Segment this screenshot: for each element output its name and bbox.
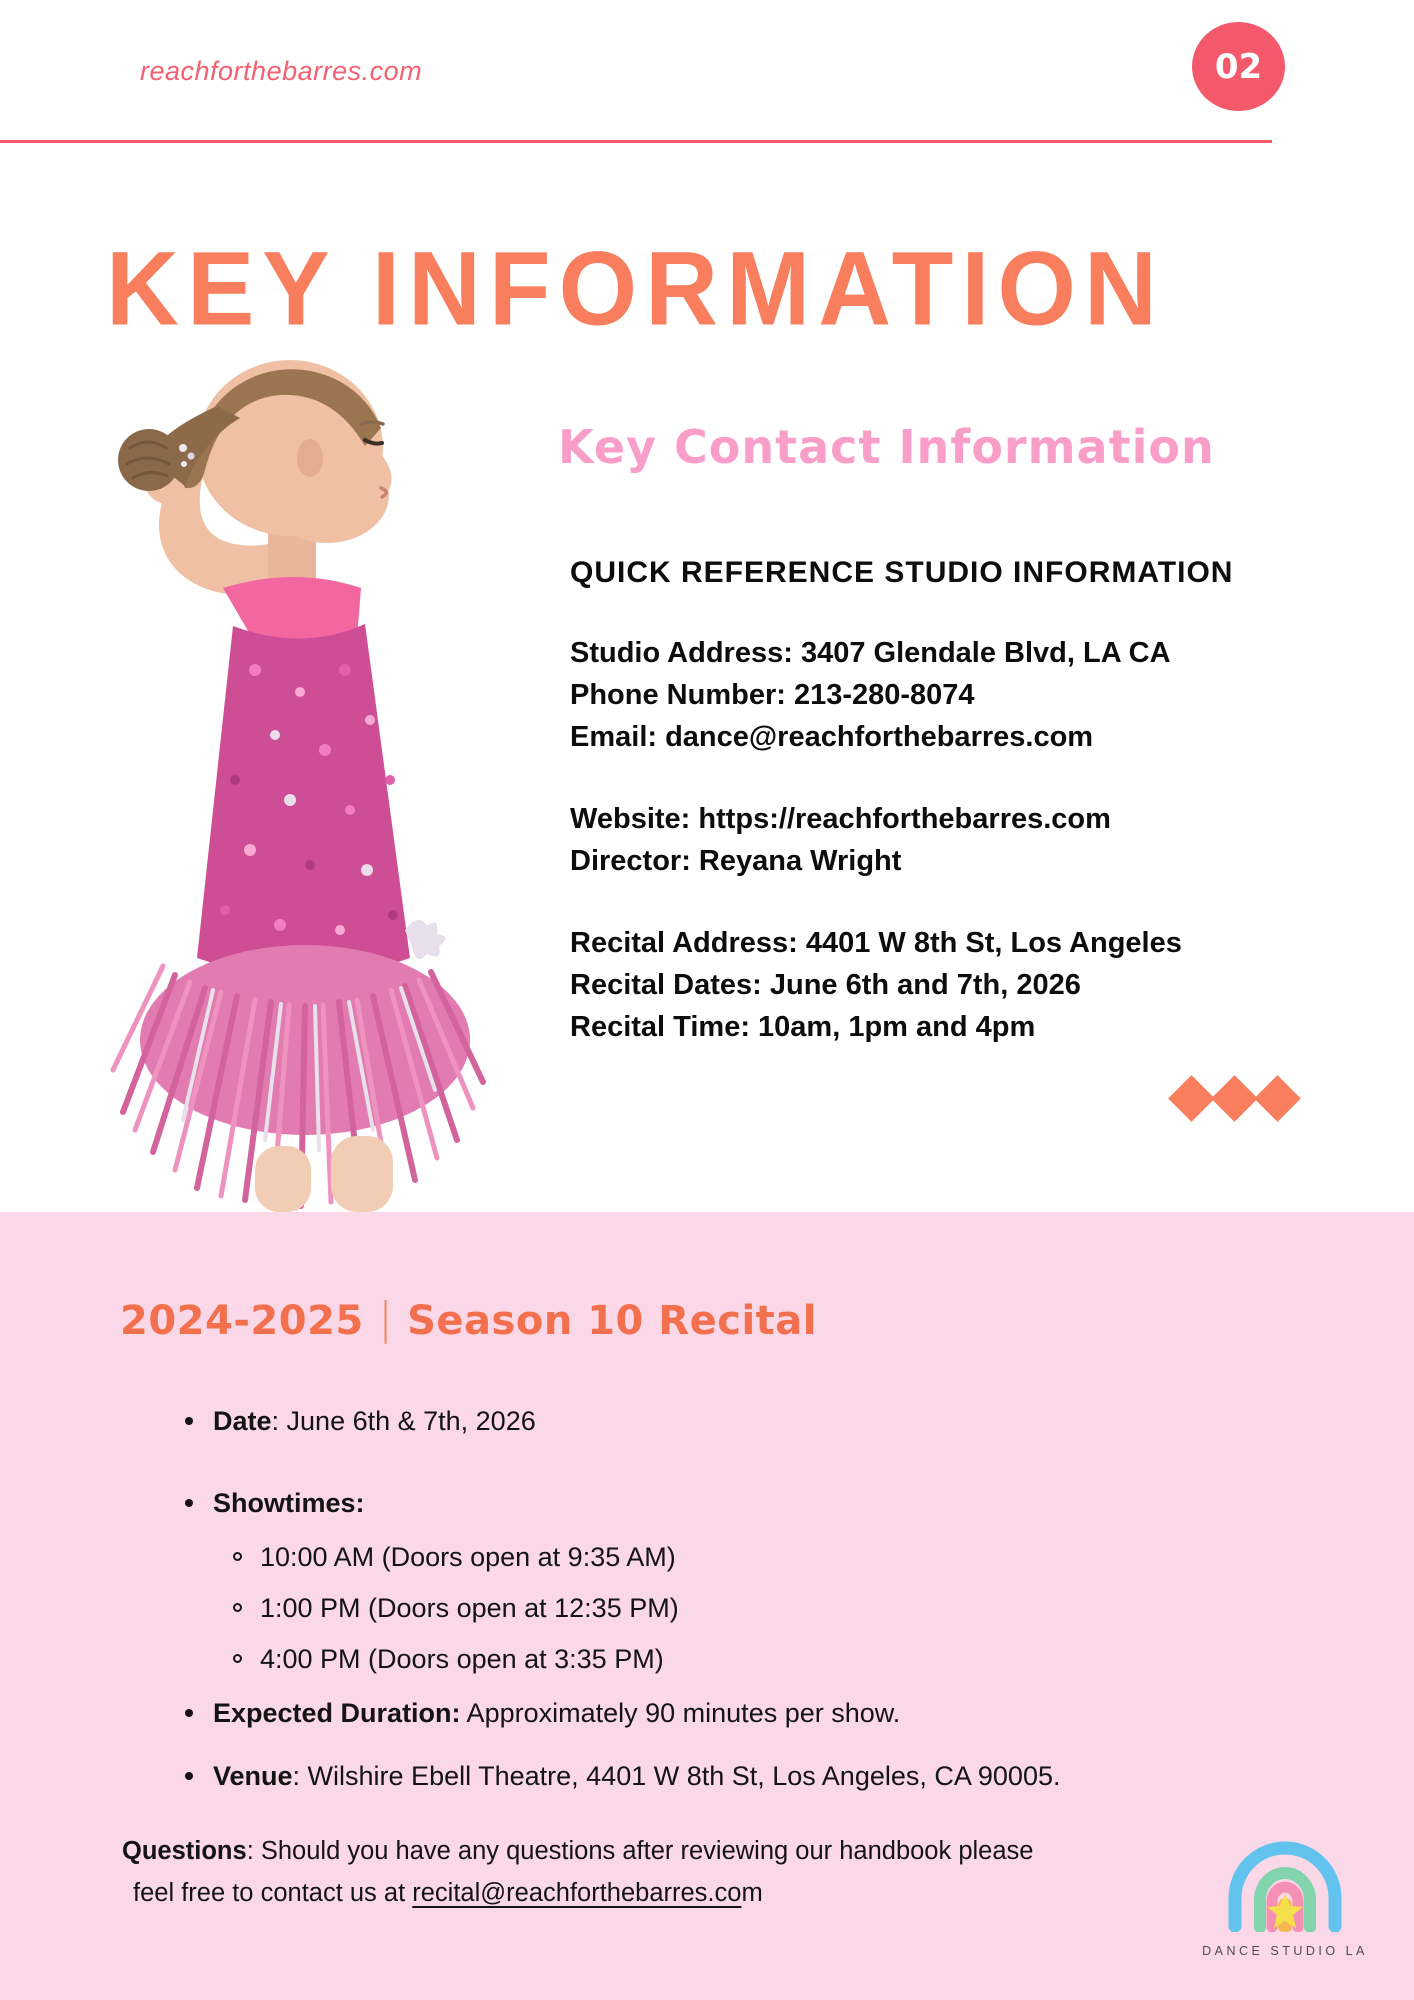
bullet-icon [185,1709,193,1717]
contact-heading: Key Contact Information [558,420,1215,474]
questions-line-1 [122,1830,1033,1872]
rainbow-star-icon [1222,1836,1348,1932]
recital-email-tail: m [741,1879,763,1907]
recital-time-line: Recital Time: 10am, 1pm and 4pm [570,1011,1036,1043]
diamond-decoration [1170,1082,1299,1115]
showtime-1 [233,1542,676,1573]
sub-bullet-icon [233,1603,242,1612]
diamond-icon [1211,1075,1258,1122]
site-url: reachforthebarres.com [140,56,423,86]
season-heading [120,1294,817,1345]
bullet-icon [185,1499,193,1507]
dancer-photo [105,340,495,1212]
questions-line-2 [122,1872,1033,1914]
director-line: Director: Reyana Wright [570,845,902,877]
studio-info-block [570,632,1171,758]
bullet-icon [185,1772,193,1780]
season-separator: | [381,1293,390,1344]
studio-address-line: Studio Address: 3407 Glendale Blvd, LA CA [570,637,1171,669]
diamond-icon [1254,1075,1301,1122]
duration-item [185,1698,900,1729]
page-number: 02 [1214,46,1263,87]
season-title: Season 10 Recital [407,1298,817,1344]
showtime-3 [233,1644,664,1675]
bullet-icon [185,1417,193,1425]
duration-value: Approximately 90 minutes per show. [460,1698,901,1728]
recital-dates-line: Recital Dates: June 6th and 7th, 2026 [570,969,1081,1001]
date-item [185,1406,536,1437]
showtime-2-text: 1:00 PM (Doors open at 12:35 PM) [260,1593,679,1623]
header-divider [0,140,1272,143]
venue-value: : Wilshire Ebell Theatre, 4401 W 8th St, Los Angeles, CA 90005. [292,1761,1061,1791]
studio-logo [1190,1836,1380,1958]
sub-bullet-icon [233,1654,242,1663]
venue-item [185,1761,1060,1792]
showtime-1-text: 10:00 AM (Doors open at 9:35 AM) [260,1542,676,1572]
questions-text-2: feel free to contact us at [133,1879,413,1907]
questions-paragraph [122,1830,1033,1914]
phone-line: Phone Number: 213-280-8074 [570,679,975,711]
showtime-2 [233,1593,679,1624]
website-line: Website: https://reachforthebarres.com [570,803,1111,835]
email-line: Email: dance@reachforthebarres.com [570,721,1094,753]
studio-logo-text: DANCE STUDIO LA [1202,1944,1368,1958]
page-title: KEY INFORMATION [106,230,1165,348]
website-block [570,798,1111,882]
venue-label: Venue [213,1761,293,1791]
showtimes-label: Showtimes: [213,1488,365,1518]
sub-bullet-icon [233,1552,242,1561]
questions-text-1: : Should you have any questions after reviewing our handbook please [246,1837,1034,1865]
recital-email-link[interactable]: recital@reachforthebarres.co [412,1879,742,1907]
recital-address-line: Recital Address: 4401 W 8th St, Los Angeles [570,927,1182,959]
date-label: Date [213,1406,272,1436]
date-value: : June 6th & 7th, 2026 [271,1406,536,1436]
season-years: 2024-2025 [120,1298,364,1344]
questions-label: Questions [122,1837,247,1865]
page-number-badge [1192,22,1285,111]
duration-label: Expected Duration: [213,1698,461,1728]
dancer-illustration [105,340,495,1212]
showtime-3-text: 4:00 PM (Doors open at 3:35 PM) [260,1644,664,1674]
diamond-icon [1168,1075,1215,1122]
recital-info-block [570,922,1182,1048]
contact-subheading: QUICK REFERENCE STUDIO INFORMATION [570,556,1234,589]
recital-section [0,1212,1414,2000]
showtimes-item [185,1488,365,1519]
